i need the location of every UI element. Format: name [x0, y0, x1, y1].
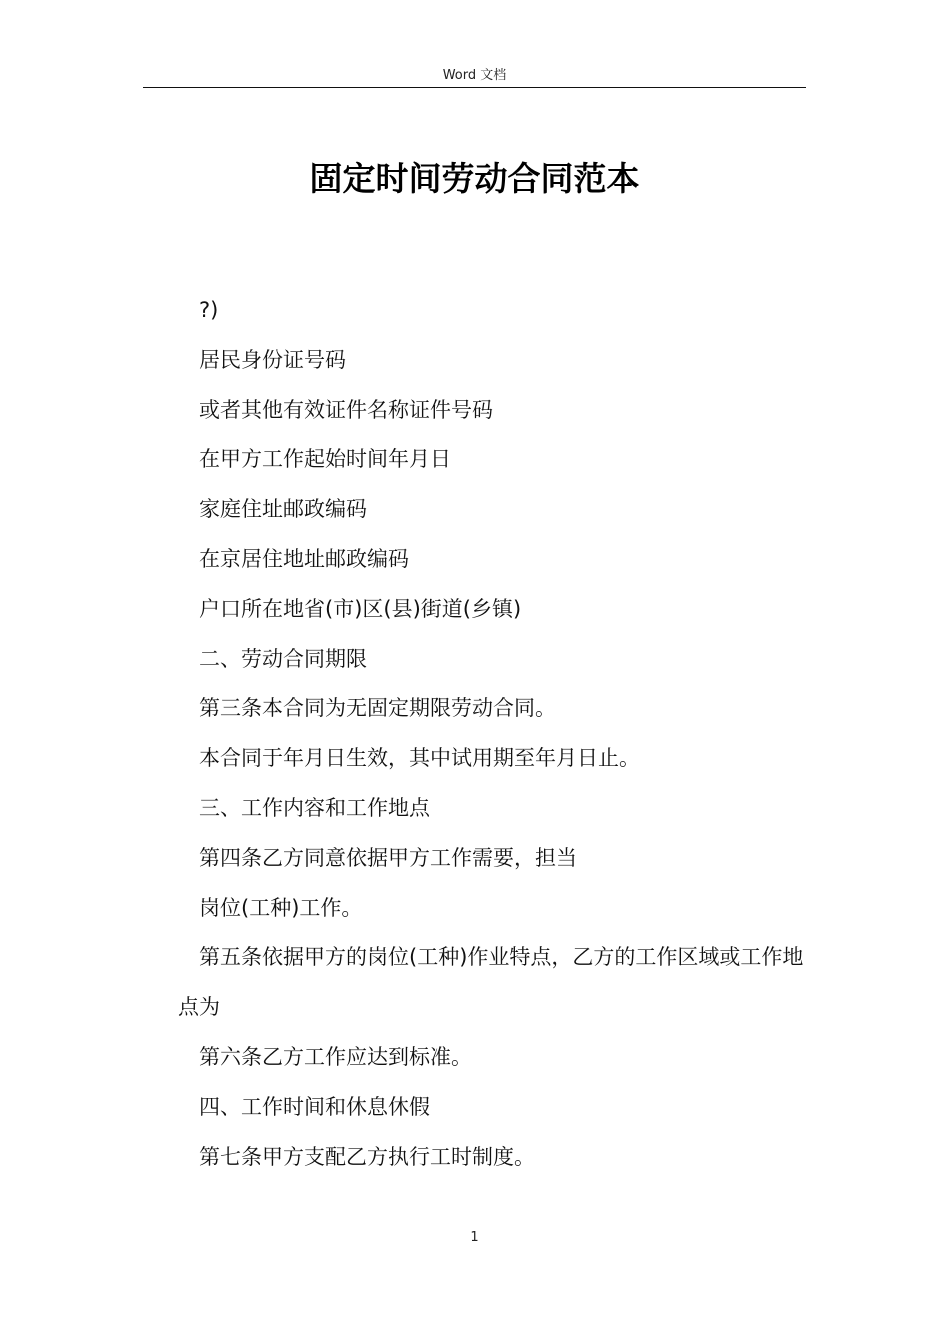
- header-rule: [143, 87, 806, 88]
- article-4: 第四条乙方同意依据甲方工作需要，担当: [199, 845, 577, 870]
- paragraph-effective-date: 本合同于年月日生效，其中试用期至年月日止。: [199, 746, 640, 771]
- paragraph-home-address: 家庭住址邮政编码: [199, 497, 367, 522]
- paragraph-household-registration: 户口所在地省(市)区(县)街道(乡镇): [199, 596, 522, 621]
- section-heading-work-content: 三、工作内容和工作地点: [199, 795, 430, 820]
- paragraph-other-id: 或者其他有效证件名称证件号码: [199, 397, 493, 422]
- section-heading-contract-term: 二、劳动合同期限: [199, 646, 367, 671]
- paragraph-id-number: 居民身份证号码: [199, 347, 346, 372]
- paragraph-beijing-address: 在京居住地址邮政编码: [199, 546, 409, 571]
- paragraph-start-date: 在甲方工作起始时间年月日: [199, 447, 451, 472]
- paragraph-id-suffix: ?): [199, 298, 219, 322]
- page-number: 1: [470, 1230, 479, 1245]
- section-heading-work-hours: 四、工作时间和休息休假: [199, 1094, 430, 1119]
- document-title: 固定时间劳动合同范本: [309, 159, 640, 198]
- article-3: 第三条本合同为无固定期限劳动合同。: [199, 696, 556, 721]
- article-7: 第七条甲方支配乙方执行工时制度。: [199, 1144, 535, 1169]
- document-body: [178, 286, 818, 1182]
- article-6: 第六条乙方工作应达到标准。: [199, 1044, 472, 1069]
- article-5: 第五条依据甲方的岗位(工种)作业特点，乙方的工作区域或工作地点为: [178, 945, 804, 1020]
- page-header: Word 文档: [442, 68, 507, 83]
- paragraph-position: 岗位(工种)工作。: [199, 895, 363, 920]
